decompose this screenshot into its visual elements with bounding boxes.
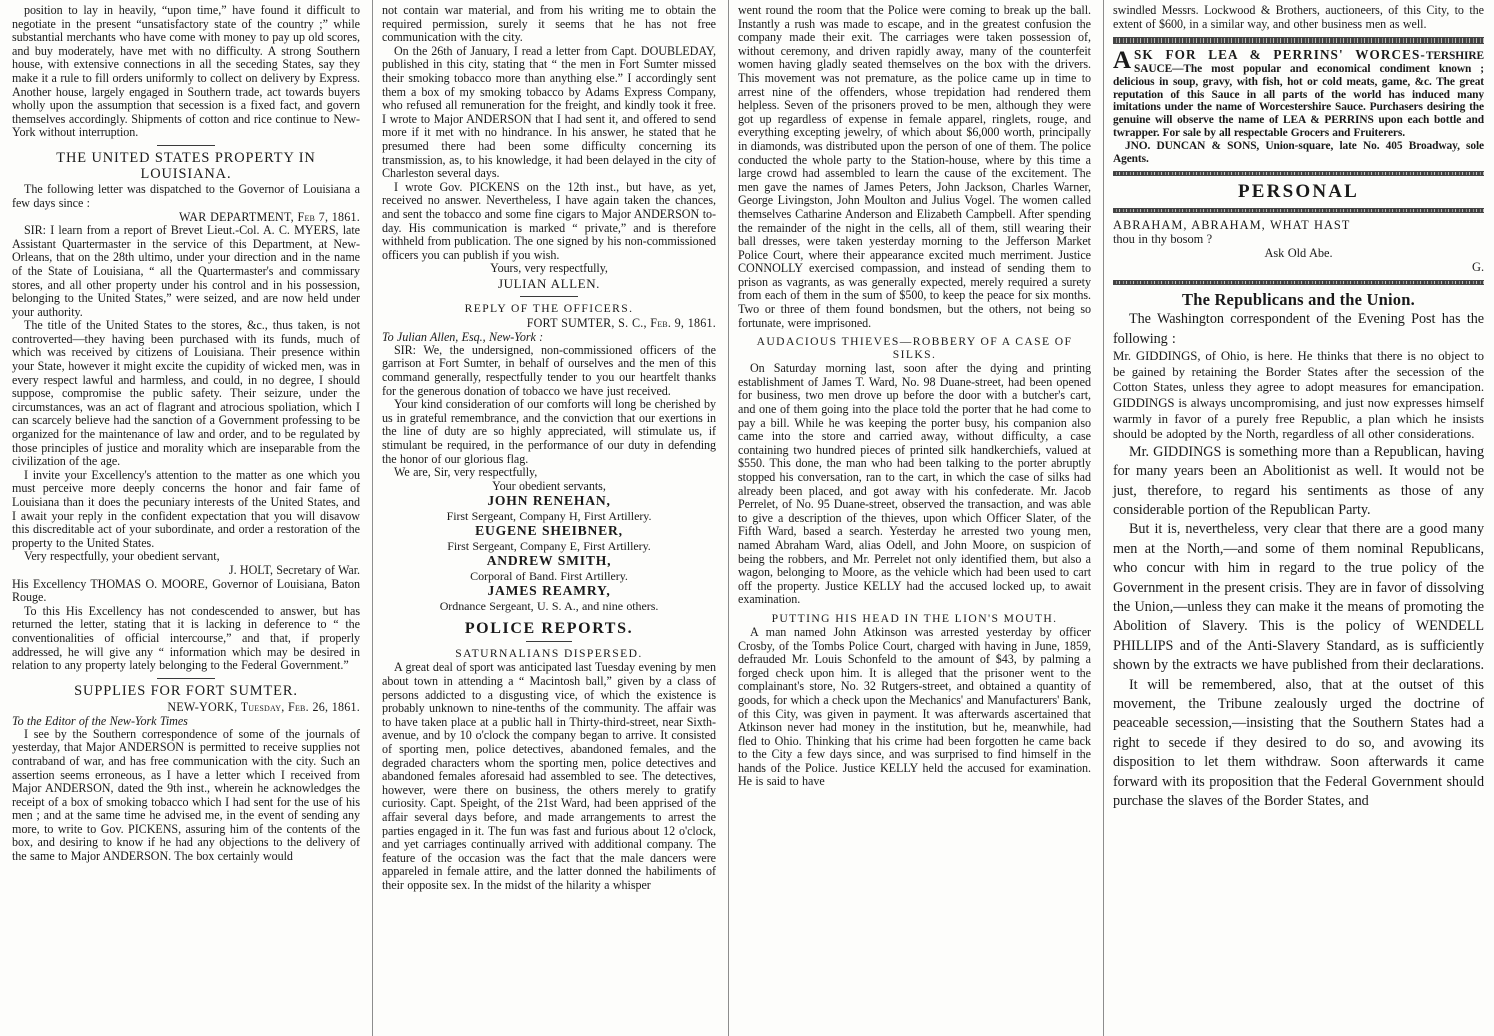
newspaper-column-2 bbox=[370, 0, 726, 1036]
section-rule bbox=[520, 296, 578, 297]
letter-signature: J. HOLT, Secretary of War. bbox=[228, 562, 360, 577]
signer-name: EUGENE SHEIBNER, bbox=[475, 523, 623, 539]
post-letter-paragraph: To this His Excellency has not condescended to answer, but has returned the letter, stating that it is lacking in deference to “ the conventionalities of official intercourse,” and that, if properly addressed, he will give any “ information which may be desired in relation to any property lately belonging to the Federal Government.” bbox=[12, 603, 360, 673]
signer-name: JAMES REAMRY, bbox=[487, 583, 611, 599]
reply-paragraph-2: Your kind consideration of our comforts will long be cherished by us in grateful remembrance, and the conviction that our exertions in the line of duty are so highly appreciated, will stimulate us, if stimulant be required, in the performance of our duty in defending the honor of our glorious flag. bbox=[382, 397, 716, 466]
reply-closing-2: Your obedient servants, bbox=[492, 478, 606, 493]
editorial-paragraph-1: Mr. GIDDINGS is something more than a Republican, having for many years been an Abolitionist as well. It would not be just, therefore, to regard his sentiments as those of any considerable portion of the Republican Party. bbox=[1113, 443, 1484, 518]
allen-signature: JULIAN ALLEN. bbox=[497, 275, 601, 291]
fort-sumter-dateline: FORT SUMTER, S. C., Feb. 9, 1861. bbox=[526, 315, 716, 330]
police-story-paragraph: A great deal of sport was anticipated last Tuesday evening by men about town in attending a “ Macintosh ball,” given by a class of persons addicted to a disgusting vice, of which the existence is probably unknown to nine-tenths of the community. The affair was to have taken place at a public hall in Thirty-third-street, near Sixth-avenue, and by 10 o'clock the company began to arrive. It consisted of sporting men, police detectives, abandoned females, and the degraded characters whom the sporting men, police detectives and abandoned females aforesaid had assembled to see. The detectives, however, were there on business, the others merely to gratify curiosity. Capt. Speight, of the 21st Ward, had been apprised of the affair several days before, and made arrangements to arrest the parties engaged in it. The fun was fast and furious about 12 o'clock, and yet carriages continually arrived with additional company. The feature of the occasion was the fact that the male dancers were appareled in female attire, and the latter donned the habiliments of their opposite sex. In the midst of the hilarity a whisper bbox=[382, 660, 716, 892]
signer-name: ANDREW SMITH, bbox=[486, 553, 612, 569]
signer-rank: First Sergeant, Company H, First Artillery. bbox=[446, 509, 652, 524]
letter-addressee: His Excellency THOMAS O. MOORE, Governor of Louisiana, Baton Rouge. bbox=[12, 576, 360, 605]
advertisement-lea-and-perrins bbox=[1113, 49, 1484, 165]
subhead-saturnalians-dispersed: SATURNALIANS DISPERSED. bbox=[455, 647, 643, 661]
editor-addressee: To the Editor of the New-York Times bbox=[12, 713, 188, 728]
editorial-paragraph-2: But it is, nevertheless, very clear that there are a good many men at the North,—and some of them nominal Republicans, who concur with him in regard to the true policy of the Government in the present crisis. They are in favor of dissolving the Union,—unless they can make it the means of promoting the Abolition of Slavery. This is the policy of WENDELL PHILLIPS and of the Anti-Slavery Standard, as is sufficiently shown by the extracts we have published from their declarations. bbox=[1113, 521, 1484, 674]
signer-rank: Ordnance Sergeant, U. S. A., and nine others. bbox=[439, 599, 659, 614]
column-divider-rule bbox=[728, 0, 729, 1036]
letter-paragraph-1: SIR: I learn from a report of Brevet Lieut.-Col. A. C. MYERS, late Assistant Quartermaster in the service of this Department, at New-Orleans, that on the 28th ultimo, under your direction and in the name of the State of Louisiana, “ all the Quartermaster's and commissary stores, and all other property under his control and in his possession, belonging to the United States,” were seized, and are now held under your authority. bbox=[12, 223, 360, 319]
editorial-paragraph-3: It will be remembered, also, that at the outset of this movement, the Tribune zealously urged the doctrine of peaceable secession,—insisting that the Southern States had a right to secede if they desired to do so, and avowing its disposition to let them withdraw. Soon afterwards it came forward with its proposition that the Federal Government should purchase the slaves of the Border States, and bbox=[1113, 676, 1484, 810]
advert-text: TERSHIRE SAUCE—The most popular and economical condiment known ; delicious in soup, gravy, with fish, hot or cold meats, game, &c. The great reputation of this Sauce in all parts of the world has induced many imitations under the name of Worcestershire Sauce. Purchasers desiring the genuine will observe the name of LEA & PERRINS upon each bottle and twrapper. For sale by all respectable Grocers and Fruiterers. bbox=[1113, 50, 1484, 139]
editorial-lead: The Washington correspondent of the Evening Post has the following : bbox=[1113, 311, 1484, 347]
personal-line-2: thou in thy bosom ? bbox=[1113, 232, 1213, 247]
reply-paragraph-1: SIR: We, the undersigned, non-commissioned officers of the garrison at Fort Sumter, in behalf of ourselves and the men of this command generally, respectfully tender to you our heartfelt thanks for the generous donation of tobacco we have just received. bbox=[382, 342, 716, 398]
letter-closing: Very respectfully, your obedient servant, bbox=[24, 549, 220, 564]
subhead-lions-mouth: PUTTING HIS HEAD IN THE LION'S MOUTH. bbox=[771, 611, 1058, 625]
editorial-republicans-and-union bbox=[1113, 290, 1484, 811]
ornamental-divider bbox=[1113, 280, 1484, 285]
reply-addressee: To Julian Allen, Esq., New-York : bbox=[382, 329, 544, 344]
signer-rank: First Sergeant, Company E, First Artillery. bbox=[447, 539, 651, 554]
newspaper-column-1 bbox=[0, 0, 370, 1036]
editorial-title: The Republicans and the Union. bbox=[1182, 290, 1415, 310]
letter-paragraph-3: I invite your Excellency's attention to the matter as one which you must perceive more deeply concerns the honor and fair fame of Louisiana than it does the pecuniary interests of the United States, and I await your reply in the confident expectation that you will disavow this discreditable act of your subordinate, and order a restoration of the property to the United States. bbox=[12, 467, 360, 550]
subhead-audacious-thieves: AUDACIOUS THIEVES—ROBBERY OF A CASE OF SILKS. bbox=[756, 335, 1073, 362]
new-york-dateline: NEW-YORK, Tuesday, Feb. 26, 1861. bbox=[167, 699, 360, 714]
column-divider-rule bbox=[1103, 0, 1104, 1036]
newspaper-column-4 bbox=[1101, 0, 1494, 1036]
silks-robbery-paragraph: On Saturday morning last, soon after the dying and printing establishment of James T. Ward, No. 98 Duane-street, had been opened for business, two men drove up before the door with a butcher's cart, and one of them going into the place told the porter that he had come to pay a bill. While he was keeping the porter busy, his companion also came into the store and carried away, without difficulty, a case containing two hundred pieces of printed silk handkerchiefs, valued at $550. This done, the man who had been talking to the porter abruptly stopped his conversation, ran to the cart, in which the case of silks had already been placed, and got away with his confederate. Mr. Jacob Perrelet, of No. 95 Duane-street, observed the transaction, and was able to give a description of the thieves, upon which Officer Slater, of the Fifth Ward, based a search. Yesterday he arrested two young men, named Abraham Ward, alias Odell, and John Moore, on suspicion of being the robbers, and Mr. Perrelet not only identified them, but also a wagon, belonging to Moore, as the vehicle which had been used to cart off the property. Justice KELLY had the accused locked up, to await examination. bbox=[738, 361, 1091, 607]
advert-body bbox=[1113, 49, 1484, 140]
signer-rank: Corporal of Band. First Artillery. bbox=[470, 569, 628, 584]
ornamental-divider bbox=[1113, 171, 1484, 176]
atkinson-story-paragraph: A man named John Atkinson was arrested yesterday by officer Crosby, of the Tombs Police Court, charged with having in June, 1859, defrauded Mr. Louis Schonfeld to the amount of $43, by palming a forged check upon him. It is alleged that the prisoner went to the complainant's store, No. 32 Rutgers-street, and obtained a quantity of goods, for which a check upon the Mechanics' and Manufacturers' Bank, of this City, was given in payment. It was afterwards ascertained that Atkinson never had money in the institution, but he, meanwhile, had fled to Ohio. Thinking that his crime had been forgotten he came back to the City a few days since, and was surprised to find himself in the hands of the Police. Justice KELLY held the accused for examination. He is said to have bbox=[738, 624, 1091, 789]
advert-dropcap: A bbox=[1113, 47, 1131, 75]
signer-name: JOHN RENEHAN, bbox=[487, 493, 611, 509]
jump-paragraph: position to lay in heavily, “upon time,” have found it difficult to negotiate in the present “unsatisfactory state of the country ;” while substantial merchants who have come with money to pay up old scores, and buy moderately, have met with no difficulty. A strong Southern house, with extensive connections in all the seceding States, say they make it a rule to fill orders uniformly to collect on delivery by Express. Another house, largely engaged in Southern trade, act towards buyers wholly upon the assumption that secession is a fixed fact, and govern themselves accordingly. Shipments of cotton and rice continue to New-York without interruption. bbox=[12, 3, 360, 140]
atkinson-story-continued: swindled Messrs. Lockwood & Brothers, auctioneers, of this City, to the extent of $600, in a similar way, and other business men as well. bbox=[1113, 3, 1484, 31]
ornamental-divider bbox=[1113, 208, 1484, 213]
headline-supplies-fort-sumter: SUPPLIES FOR FORT SUMTER. bbox=[74, 682, 298, 699]
personal-line-1: ABRAHAM, ABRAHAM, WHAT HAST bbox=[1113, 218, 1351, 233]
newspaper-column-3 bbox=[726, 0, 1101, 1036]
section-rule bbox=[157, 678, 215, 679]
editorial-quote: Mr. GIDDINGS, of Ohio, is here. He thinks that there is no object to be gained by retaining the Border States after the secession of the Cotton States, unless they agree to adopt measures for emancipation. GIDDINGS is always uncompromising, and just now expresses himself warmly in favor of a purely free Republic, a plan which he insists should be adopted by the North, regardless of all other considerations. bbox=[1113, 349, 1484, 442]
advert-headline: SK FOR LEA & PERRINS' WORCES- bbox=[1133, 47, 1426, 63]
police-story-continued: went round the room that the Police were coming to break up the ball. Instantly a rush was made to escape, and in the greatest confusion the company made their exit. The carriages were taken possession of, without ceremony, and driven rapidly away, many of the counterfeit women having gladly seated themselves on the box with the drivers. This movement was not premature, as the police came up in time to arrest nine of the offenders, whose trepidation had rendered them helpless. Seven of the prisoners proved to be men, although they were got up regardless of expense in female apparel, ringlets, rouge, and everything excepting jewelry, of which about $6,000 worth, principally in diamonds, was distributed upon the person of one of them. The police conducted the whole party to the Station-house, where by this time a large crowd had assembled to learn the cause of the excitement. The men gave the names of James Peters, John Jackson, Charles Warner, George Livingston, John Moulton and Julius Vogel. The women called themselves Catharine Anderson and Elizabeth Campbell. After spending the remainder of the night in the cells, all of them, still wearing their ball dresses, were taken yesterday morning to the Jefferson Market Police Court, where their appearance excited much merriment. Justice CONNOLLY exercised compassion, and instead of sending them to prison as vagrants, as was generally expected, merely required a surety from each of them in the sum of $500, to keep the peace for six months. Two or three of them found bondsmen, but the others, not being so fortunate, were imprisoned. bbox=[738, 3, 1091, 330]
headline-us-property: THE UNITED STATES PROPERTY IN LOUISIANA. bbox=[56, 149, 316, 182]
personal-initial: G. bbox=[1472, 260, 1484, 275]
personal-line-3: Ask Old Abe. bbox=[1264, 246, 1333, 261]
continued-paragraph-3: I wrote Gov. PICKENS on the 12th inst., but have, as yet, received no answer. Nevertheless, I have again taken the chances, and sent the tobacco and some fine cigars to Major ANDERSON to-day. His communication is marked “ private,” and is therefore withheld from publication. The one signed by his non-commissioned officers you can publish if you wish. bbox=[382, 179, 716, 262]
letter-paragraph-2: The title of the United States to the stores, &c., thus taken, is not controverted—they having been purchased with its funds, much of which was received by citizens of Louisiana. Their presence within your State, however it might excite the cupidity of wicked men, was in every respect lawful and harmless, and could, in no degree, I should suppose, compromise the public safety. Their seizure, under the circumstances, was an act of flagrant and atrocious spoliation, which I can scarcely believe had the sanction of a Government professing to be organized for the maintenance of law and order, and to be regulated by those principles of justice and morality which are inseparable from the civilization of the age. bbox=[12, 318, 360, 469]
subhead-reply-of-officers: REPLY OF THE OFFICERS. bbox=[464, 301, 634, 315]
section-rule bbox=[157, 145, 215, 146]
intro-paragraph: The following letter was dispatched to the Governor of Louisiana a few days since : bbox=[12, 181, 360, 210]
continued-paragraph-1: not contain war material, and from his writing me to obtain the required permission, surely it seems that he has not free communication with the city. bbox=[382, 3, 716, 45]
column-divider-rule bbox=[372, 0, 373, 1036]
department-head-police-reports: POLICE REPORTS. bbox=[464, 620, 634, 638]
personal-advertisement bbox=[1113, 218, 1484, 274]
ornamental-divider bbox=[1113, 37, 1484, 44]
reply-closing-1: We are, Sir, very respectfully, bbox=[394, 465, 538, 480]
section-rule bbox=[526, 641, 572, 642]
advert-agent-line: JNO. DUNCAN & SONS, Union-square, late No. 405 Broadway, sole Agents. bbox=[1113, 139, 1484, 165]
continued-paragraph-2: On the 26th of January, I read a letter from Capt. DOUBLEDAY, published in this city, stating that “ the men in Fort Sumter missed their smoking tobacco more than anything else.” I accordingly sent them a box of my smoking tobacco by Adams Express Company, who refused all remuneration for the freight, and kindly took it free. I wrote to Major ANDERSON that I had sent it, and offered to send more if it met with no hindrance. In his answer, he stated that he presumed there had been some difficulty concerning its transmission, as, to his knowledge, it had been delayed in the city of Charleston several days. bbox=[382, 43, 716, 181]
section-head-personal: PERSONAL bbox=[1237, 181, 1360, 203]
war-department-dateline: WAR DEPARTMENT, Feb 7, 1861. bbox=[179, 210, 360, 225]
allen-letter-body: I see by the Southern correspondence of some of the journals of yesterday, that Major ANDERSON is permitted to receive supplies not contraband of war, and has free communication with the city. Such an assertion seems erroneous, as I have a letter which I received from Major ANDERSON, dated the 9th inst., wherein he acknowledges the receipt of a box of smoking tobacco which I had sent for the use of his men ; and at the same time he advised me, in the event of sending any more, to write to Gov. PICKENS, assuring him of the contents of the box, and desiring to know if he had any objections to the delivery of the same to Major ANDERSON. The box certainly would bbox=[12, 726, 360, 864]
allen-closing: Yours, very respectfully, bbox=[490, 261, 608, 276]
